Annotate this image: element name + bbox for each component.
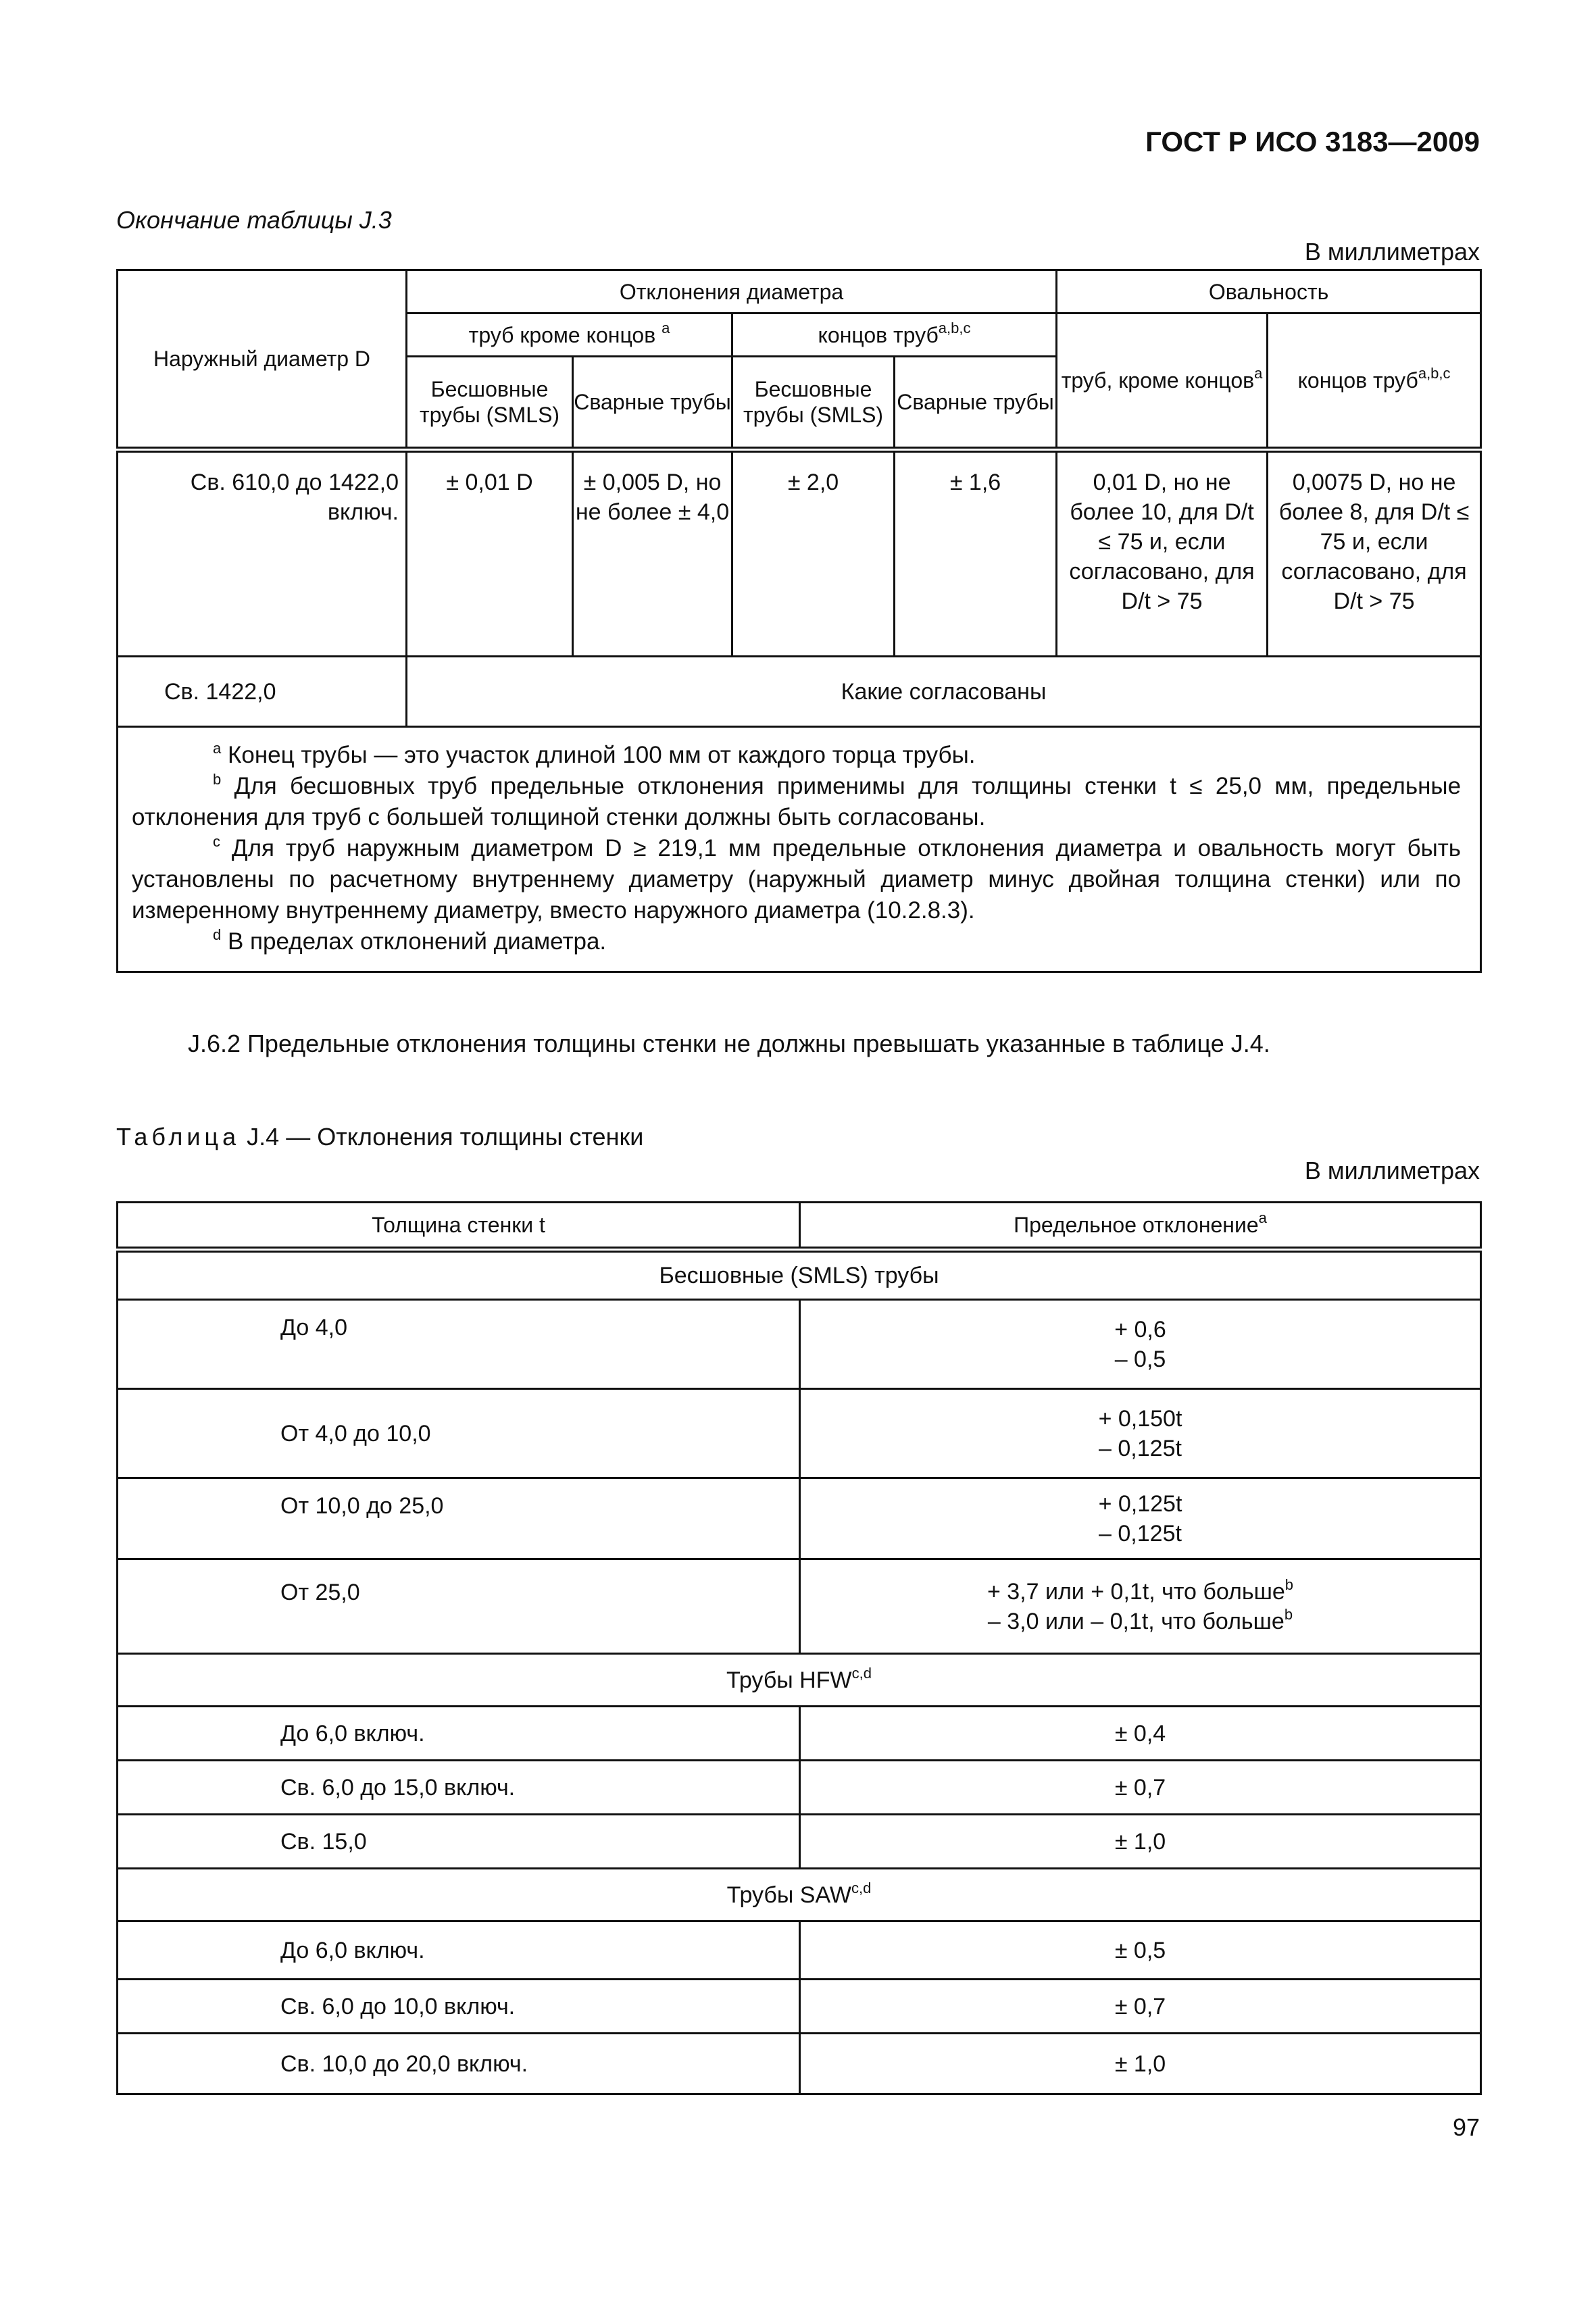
row1-welded: ± 0,005 D, но не более ± 4,0 — [573, 450, 732, 657]
header-wall-thickness: Толщина стенки t — [118, 1203, 800, 1250]
row1-diameter: Св. 610,0 до 1422,0 включ. — [118, 450, 407, 657]
table-row-thickness: Св. 6,0 до 10,0 включ. — [118, 1980, 800, 2034]
table-j3-notes — [118, 727, 1481, 972]
header-pipe-except-ends: труб кроме концов $^a$ — [407, 313, 732, 357]
row1-ends-welded: ± 1,6 — [895, 450, 1057, 657]
table-j3-units: В миллиметрах — [1304, 238, 1480, 266]
table-row-deviation: + 3,7 или + 0,1t, что больше$^b$ – 3,0 или – 0,1t, что больше$^b$ — [800, 1559, 1481, 1654]
page-number: 97 — [1452, 2113, 1480, 2141]
table-continuation-label: Окончание таблицы J.3 — [116, 206, 392, 234]
note-d: $^d$ В пределах отклонений диаметра. — [213, 926, 607, 955]
table-j4 — [116, 1201, 1482, 2095]
table-row-thickness: От 25,0 — [118, 1559, 800, 1654]
document-header: ГОСТ Р ИСО 3183—2009 — [1145, 126, 1480, 157]
table-row-deviation: ± 0,7 — [800, 1761, 1481, 1815]
table-row-thickness: От 10,0 до 25,0 — [118, 1478, 800, 1559]
table-row-deviation: ± 1,0 — [800, 2034, 1481, 2094]
header-ovality: Овальность — [1057, 270, 1481, 313]
table-row-thickness: До 6,0 включ. — [118, 1707, 800, 1761]
table-j4-units: В миллиметрах — [1304, 1157, 1480, 1184]
table-j4-caption: Таблица J.4 — Отклонения толщины стенки — [116, 1123, 644, 1151]
table-row-deviation: ± 0,5 — [800, 1921, 1481, 1980]
header-ends-welded: Сварные трубы — [895, 357, 1057, 450]
header-outer-diameter: Наружный диаметр D — [118, 270, 407, 450]
row1-ends-smls: ± 2,0 — [732, 450, 895, 657]
row1-ovality-ends: 0,0075 D, но не более 8, для D/t ≤ 75 и, если согласовано, для D/t > 75 — [1268, 450, 1481, 657]
table-j3 — [116, 269, 1482, 973]
table-row-deviation: + 0,6 – 0,5 — [800, 1300, 1481, 1389]
table-row-thickness: Св. 6,0 до 15,0 включ. — [118, 1761, 800, 1815]
row1-ovality-pipe: 0,01 D, но не более 10, для D/t ≤ 75 и, если согласовано, для D/t > 75 — [1057, 450, 1268, 657]
header-welded: Сварные трубы — [573, 357, 732, 450]
header-ovality-pipe: труб, кроме концов$^a$ — [1057, 313, 1268, 450]
table-row-deviation: ± 0,7 — [800, 1980, 1481, 2034]
header-smls: Бесшовные трубы (SMLS) — [407, 357, 573, 450]
row2-value: Какие согласованы — [407, 657, 1481, 727]
note-a: $^a$ Конец трубы — это участок длиной 100 мм от каждого торца трубы. — [213, 740, 976, 768]
table-row-thickness: До 6,0 включ. — [118, 1921, 800, 1980]
table-row-thickness: От 4,0 до 10,0 — [118, 1389, 800, 1478]
table-row-thickness: До 4,0 — [118, 1300, 800, 1389]
table-row-deviation: ± 1,0 — [800, 1815, 1481, 1869]
table-row-thickness: Св. 10,0 до 20,0 включ. — [118, 2034, 800, 2094]
header-limit-deviation: Предельное отклонение$^a$ — [800, 1203, 1481, 1250]
header-pipe-ends: концов труб$^{a,b,c}$ — [732, 313, 1057, 357]
note-b: $^b$ Для бесшовных труб предельные отклонения применимы для толщины стенки t ≤ 25,0 мм, предельные отклонения для труб с большей толщиной стенки должны быть согласованы. — [132, 771, 1462, 830]
table-row-deviation: + 0,150t – 0,125t — [800, 1389, 1481, 1478]
paragraph-j62: J.6.2 Предельные отклонения толщины стенки не должны превышать указанные в таблице J.4. — [188, 1030, 1270, 1057]
note-c: $^c$ Для труб наружным диаметром D ≥ 219,1 мм предельные отклонения диаметра и овальность могут быть установлены по расчетному внутреннему диаметру (наружный диаметр минус двойная толщина стенки) или по измеренному внутреннему диаметру, вместо наружного диаметра (10.2.8.3). — [132, 833, 1462, 924]
header-ends-smls: Бесшовные трубы (SMLS) — [732, 357, 895, 450]
header-diameter-deviation: Отклонения диаметра — [407, 270, 1057, 313]
group-title-saw: Трубы SAW$^{c,d}$ — [118, 1869, 1481, 1921]
table-row-deviation: + 0,125t – 0,125t — [800, 1478, 1481, 1559]
group-title-smls: Бесшовные (SMLS) трубы — [118, 1250, 1481, 1300]
row2-diameter: Св. 1422,0 — [118, 657, 407, 727]
table-row-thickness: Св. 15,0 — [118, 1815, 800, 1869]
header-ovality-ends: концов труб$^{a,b,c}$ — [1268, 313, 1481, 450]
table-row-deviation: ± 0,4 — [800, 1707, 1481, 1761]
group-title-hfw: Трубы HFW$^{c,d}$ — [118, 1654, 1481, 1707]
row1-smls: ± 0,01 D — [407, 450, 573, 657]
